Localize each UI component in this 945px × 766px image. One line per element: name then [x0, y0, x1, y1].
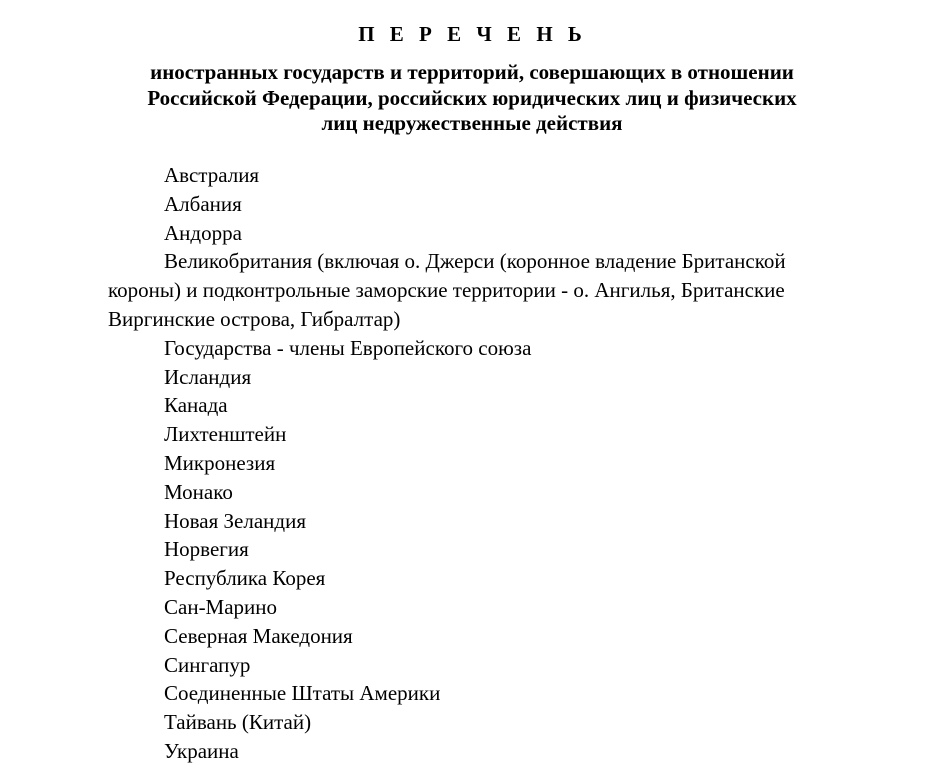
list-item: [108, 593, 838, 622]
list-item-text: Новая Зеландия: [164, 508, 306, 533]
list-item: [108, 708, 838, 737]
list-item: [108, 391, 838, 420]
list-item: [108, 449, 838, 478]
list-item-text: Украина: [164, 738, 239, 763]
list-item: [108, 679, 838, 708]
list-item-text: Государства - члены Европейского союза: [164, 335, 532, 360]
list-item-text: Норвегия: [164, 537, 249, 562]
list-item-text: Канада: [164, 393, 228, 418]
subtitle-line: лиц недружественные действия: [321, 111, 623, 135]
subtitle-line: Российской Федерации, российских юридических лиц и физических: [147, 85, 797, 110]
subtitle-line: иностранных государств и территорий, совершающих в отношении: [150, 60, 794, 84]
list-item: [108, 161, 838, 190]
list-item: [108, 651, 838, 680]
document-title: П Е Р Е Ч Е Н Ь: [358, 22, 587, 46]
list-item-text: Австралия: [164, 163, 260, 187]
list-item-text: Микронезия: [164, 450, 276, 475]
list-item: [108, 737, 838, 766]
list-item: [108, 478, 838, 507]
list-item-text: короны) и подконтрольные заморские территории - о. Ангилья, Британские: [108, 278, 785, 303]
list-item-text: Исландия: [164, 364, 252, 389]
list-item: [108, 420, 838, 449]
list-item: [108, 219, 838, 248]
list-item-text: Сингапур: [164, 652, 251, 677]
list-item: [108, 507, 838, 536]
list-item: [108, 622, 838, 651]
list-item: [108, 247, 838, 333]
list-item-text: Албания: [164, 191, 242, 216]
list-item: [108, 334, 838, 363]
list-item: [108, 564, 838, 593]
list-item-text: Тайвань (Китай): [164, 710, 312, 735]
list-item-text: Лихтенштейн: [164, 422, 287, 447]
list-item-text: Великобритания (включая о. Джерси (коронное владение Британской: [164, 249, 786, 274]
document-subtitle: [110, 60, 834, 137]
list-item: [108, 190, 838, 219]
list-item-text: Монако: [164, 479, 233, 504]
list-item-text: Андорра: [164, 220, 242, 245]
list-item-text: Сан-Марино: [164, 594, 278, 619]
country-list: [108, 161, 838, 766]
list-item-text: Республика Корея: [164, 566, 326, 591]
list-item-text: Виргинские острова, Гибралтар): [108, 306, 401, 331]
list-item-text: Соединенные Штаты Америки: [164, 681, 441, 706]
list-item: [108, 535, 838, 564]
list-item-text: Северная Македония: [164, 623, 353, 648]
list-item: [108, 363, 838, 392]
